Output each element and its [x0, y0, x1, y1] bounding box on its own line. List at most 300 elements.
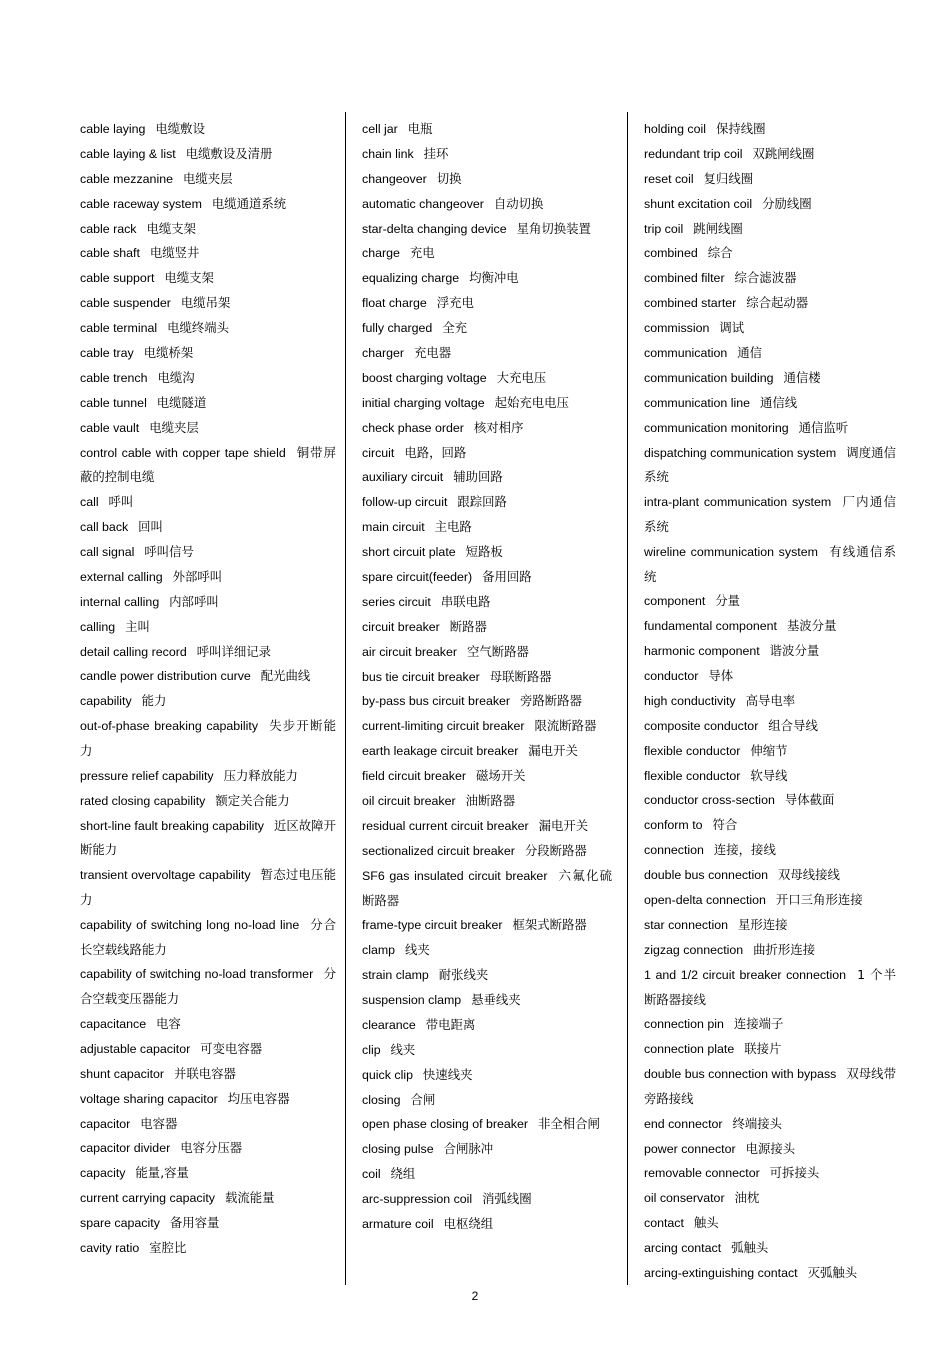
column-divider-left [345, 112, 346, 1285]
term-chinese: 终端接头 [732, 1115, 783, 1131]
glossary-entry [80, 615, 336, 640]
term-chinese: 电缆沟 [157, 369, 195, 385]
term-chinese: 压力释放能力 [223, 767, 298, 783]
term-english: control cable with copper tape shield [80, 445, 286, 460]
term-english: reset coil [644, 171, 694, 186]
glossary-entry [362, 615, 612, 640]
term-chinese: 调试 [719, 320, 745, 336]
term-chinese: 电缆敷设 [155, 121, 205, 136]
glossary-entry [80, 1112, 336, 1137]
term-english: armature coil [362, 1217, 434, 1231]
glossary-entry [644, 192, 896, 217]
term-chinese: 双跳闸线圈 [752, 145, 815, 161]
term-chinese: 灭弧触头 [807, 1265, 858, 1281]
glossary-entry [362, 665, 612, 690]
term-english: cable trench [80, 370, 148, 385]
term-english: star connection [644, 917, 729, 932]
glossary-entry [644, 391, 896, 416]
term-chinese: 带电距离 [425, 1016, 476, 1032]
term-english: frame-type circuit breaker [362, 918, 503, 933]
glossary-entry [644, 913, 896, 938]
glossary-entry [362, 714, 612, 739]
term-chinese: 短路板 [465, 544, 503, 560]
glossary-entry [80, 863, 336, 913]
glossary-entry [362, 864, 612, 914]
term-english: equalizing charge [362, 271, 460, 286]
glossary-entry [362, 689, 612, 714]
term-english: composite conductor [644, 718, 759, 733]
glossary-entry [362, 441, 612, 466]
term-chinese: 谐波分量 [769, 643, 820, 659]
glossary-column-3 [644, 117, 896, 1286]
glossary-entry [80, 913, 336, 963]
term-chinese: 复归线圈 [703, 170, 754, 186]
glossary-entry [80, 814, 336, 864]
glossary-entry [80, 640, 336, 665]
glossary-entry [644, 1211, 896, 1236]
term-english: coil [362, 1167, 381, 1182]
term-english: earth leakage circuit breaker [362, 744, 519, 759]
term-english: voltage sharing capacitor [80, 1091, 218, 1106]
term-chinese: 1 个半断路器接线 [644, 966, 896, 1007]
term-chinese: 有线通信系统 [644, 543, 896, 584]
glossary-entry [80, 565, 336, 590]
term-english: power connector [644, 1141, 736, 1156]
term-chinese: 铜带屏蔽的控制电缆 [80, 444, 336, 485]
glossary-entry [80, 167, 336, 192]
term-chinese: 主电路 [434, 519, 472, 535]
term-chinese: 浮充电 [436, 295, 474, 311]
glossary-entry [644, 1236, 896, 1261]
glossary-entry [644, 689, 896, 714]
term-english: component [644, 594, 706, 609]
glossary-entry [644, 266, 896, 291]
glossary-entry [644, 441, 896, 491]
term-chinese: 电缆夹层 [182, 170, 233, 186]
term-chinese: 切换 [436, 170, 462, 186]
term-english: cable raceway system [80, 196, 202, 211]
term-chinese: 分合长空载线路能力 [80, 916, 336, 957]
term-chinese: 耐张线夹 [438, 967, 489, 983]
term-chinese: 触头 [693, 1215, 719, 1231]
term-chinese: 电路，回路 [404, 444, 467, 460]
term-chinese: 连接端子 [733, 1016, 784, 1032]
term-english: external calling [80, 569, 163, 584]
glossary-entry [362, 640, 612, 665]
term-chinese: 配光曲线 [260, 668, 311, 684]
glossary-entry [362, 366, 612, 391]
glossary-entry [362, 241, 612, 266]
term-english: main circuit [362, 520, 425, 535]
term-english: internal calling [80, 594, 160, 609]
term-english: arc-suppression coil [362, 1192, 473, 1207]
glossary-entry [362, 1137, 612, 1162]
glossary-entry [362, 192, 612, 217]
term-chinese: 电瓶 [407, 121, 433, 136]
term-english: bus tie circuit breaker [362, 669, 480, 684]
term-english: follow-up circuit [362, 495, 448, 510]
term-chinese: 组合导线 [768, 717, 818, 733]
term-chinese: 自动切换 [493, 195, 544, 211]
term-english: cable vault [80, 420, 140, 435]
term-chinese: 空气断路器 [466, 643, 529, 659]
term-chinese: 均压电容器 [227, 1090, 290, 1106]
term-english: short circuit plate [362, 545, 456, 560]
term-english: capability of switching no-load transformer [80, 967, 314, 982]
term-english: adjustable capacitor [80, 1041, 191, 1056]
term-chinese: 综合起动器 [746, 295, 809, 311]
term-chinese: 电容 [156, 1015, 181, 1031]
term-english: auxiliary circuit [362, 470, 444, 485]
term-english: initial charging voltage [362, 395, 485, 410]
term-english: circuit [362, 445, 395, 460]
term-english: changeover [362, 171, 427, 186]
term-english: call back [80, 520, 129, 535]
term-english: float charge [362, 296, 427, 311]
glossary-entry [362, 266, 612, 291]
term-chinese: 电缆隧道 [156, 394, 207, 410]
glossary-entry [362, 291, 612, 316]
term-english: clip [362, 1042, 381, 1057]
term-chinese: 油断路器 [465, 793, 516, 809]
term-chinese: 线夹 [390, 1041, 416, 1057]
term-english: cable tray [80, 346, 134, 361]
term-english: detail calling record [80, 644, 187, 659]
term-english: spare capacity [80, 1216, 160, 1231]
glossary-entry [80, 540, 336, 565]
term-chinese: 挂环 [423, 145, 449, 161]
term-english: connection [644, 843, 704, 858]
glossary-entry [80, 391, 336, 416]
term-chinese: 跳闸线圈 [693, 220, 743, 236]
term-chinese: 磁场开关 [475, 768, 526, 784]
term-chinese: 母联断路器 [489, 668, 552, 684]
term-english: star-delta changing device [362, 221, 507, 236]
term-chinese: 限流断路器 [534, 718, 597, 734]
glossary-entry [362, 1187, 612, 1212]
term-chinese: 内部呼叫 [169, 593, 219, 609]
term-chinese: 通信楼 [783, 369, 821, 385]
term-chinese: 曲折形连接 [753, 941, 816, 957]
term-english: zigzag connection [644, 942, 744, 957]
term-english: oil conservator [644, 1191, 725, 1206]
term-chinese: 电缆敷设及清册 [185, 145, 273, 161]
term-chinese: 漏电开关 [538, 817, 589, 833]
term-english: dispatching communication system [644, 445, 837, 460]
term-chinese: 导体截面 [784, 792, 835, 808]
glossary-entry [644, 117, 896, 142]
glossary-entry [80, 1037, 336, 1062]
term-english: arcing-extinguishing contact [644, 1266, 798, 1281]
term-chinese: 额定关合能力 [215, 792, 290, 808]
term-english: fundamental component [644, 619, 777, 634]
glossary-entry [644, 614, 896, 639]
glossary-entry [644, 788, 896, 813]
glossary-entry [80, 1186, 336, 1211]
term-chinese: 失步开断能力 [80, 718, 336, 758]
glossary-entry [644, 813, 896, 838]
term-chinese: 油枕 [734, 1190, 760, 1206]
term-english: spare circuit(feeder) [362, 570, 473, 585]
term-english: call [80, 495, 99, 510]
glossary-entry [644, 1112, 896, 1137]
term-english: clearance [362, 1017, 416, 1032]
term-chinese: 暂态过电压能力 [80, 867, 337, 907]
term-english: capability of switching long no-load line [80, 917, 300, 932]
term-chinese: 电缆桥架 [143, 345, 194, 361]
glossary-entry [362, 839, 612, 864]
term-english: pressure relief capability [80, 768, 214, 783]
term-chinese: 呼叫 [108, 494, 134, 510]
term-chinese: 电缆竖井 [149, 245, 200, 261]
term-english: redundant trip coil [644, 146, 743, 161]
term-chinese: 并联电容器 [173, 1065, 236, 1081]
term-english: out-of-phase breaking capability [80, 719, 259, 734]
term-chinese: 框架式断路器 [512, 917, 587, 933]
glossary-entry [80, 764, 336, 789]
glossary-entry [644, 938, 896, 963]
term-english: circuit breaker [362, 619, 440, 634]
glossary-entry [362, 913, 612, 938]
term-chinese: 综合 [707, 245, 733, 261]
term-english: harmonic component [644, 644, 760, 659]
term-english: double bus connection [644, 868, 769, 883]
glossary-entry [362, 1112, 612, 1137]
glossary-entry [80, 291, 336, 316]
term-english: strain clamp [362, 968, 429, 983]
glossary-entry [362, 217, 612, 242]
term-english: cable suspender [80, 296, 171, 311]
term-english: contact [644, 1216, 684, 1231]
term-chinese: 辅助回路 [453, 469, 503, 485]
glossary-entry [644, 416, 896, 441]
term-chinese: 电枢绕组 [443, 1216, 494, 1231]
term-english: conductor cross-section [644, 793, 775, 808]
term-chinese: 星形连接 [737, 916, 788, 932]
term-english: 1 and 1/2 circuit breaker connection [644, 967, 847, 982]
glossary-entry [644, 291, 896, 316]
glossary-entry [80, 1062, 336, 1087]
term-chinese: 回叫 [138, 519, 163, 535]
glossary-entry [362, 117, 612, 142]
glossary-entry [644, 764, 896, 789]
glossary-entry [362, 590, 612, 615]
term-english: connection pin [644, 1017, 724, 1032]
term-english: communication [644, 346, 728, 361]
term-chinese: 通信监听 [798, 419, 849, 435]
term-chinese: 合闸脉冲 [443, 1141, 494, 1157]
glossary-entry [80, 789, 336, 814]
term-english: connection plate [644, 1042, 735, 1057]
glossary-entry [644, 1161, 896, 1186]
term-english: arcing contact [644, 1241, 722, 1256]
term-english: cavity ratio [80, 1240, 140, 1255]
glossary-entry [644, 241, 896, 266]
column-divider-right [627, 112, 628, 1285]
glossary-entry [80, 441, 336, 491]
glossary-entry [644, 540, 896, 590]
glossary-entry [80, 1211, 336, 1236]
term-chinese: 双母线带旁路接线 [644, 1066, 897, 1106]
term-english: wireline communication system [644, 544, 818, 559]
term-chinese: 充电器 [413, 345, 452, 361]
glossary-entry [80, 962, 336, 1012]
term-english: communication line [644, 395, 751, 410]
term-english: conductor [644, 669, 699, 684]
term-english: residual current circuit breaker [362, 818, 529, 833]
term-english: air circuit breaker [362, 644, 458, 659]
term-chinese: 符合 [712, 817, 738, 833]
term-english: current carrying capacity [80, 1191, 215, 1206]
term-english: shunt capacitor [80, 1066, 165, 1081]
term-english: shunt excitation coil [644, 196, 753, 211]
term-english: capacitor [80, 1116, 131, 1131]
glossary-entry [644, 739, 896, 764]
term-english: calling [80, 619, 116, 634]
glossary-entry [362, 739, 612, 764]
glossary-entry [80, 1161, 336, 1186]
term-chinese: 漏电开关 [528, 743, 578, 759]
glossary-entry [362, 814, 612, 839]
glossary-entry [80, 664, 336, 689]
term-english: cable terminal [80, 321, 158, 336]
glossary-entry [362, 167, 612, 192]
glossary-entry [644, 639, 896, 664]
term-english: double bus connection with bypass [644, 1067, 837, 1082]
glossary-entry [80, 316, 336, 341]
term-chinese: 断路器 [449, 618, 487, 634]
term-english: cable tunnel [80, 395, 147, 410]
term-chinese: 调度通信系统 [644, 444, 896, 485]
term-chinese: 绕组 [390, 1166, 416, 1182]
term-chinese: 厂内通信系统 [644, 494, 896, 534]
term-english: by-pass bus circuit breaker [362, 694, 511, 709]
term-english: quick clip [362, 1067, 413, 1082]
term-chinese: 能力 [141, 693, 167, 709]
term-chinese: 充电 [409, 245, 435, 261]
term-english: clamp [362, 943, 396, 958]
term-chinese: 分量 [715, 593, 741, 609]
glossary-entry [362, 938, 612, 963]
term-chinese: 可拆接头 [769, 1165, 820, 1181]
glossary-entry [80, 714, 336, 764]
term-chinese: 基波分量 [786, 618, 837, 634]
term-chinese: 合闸 [410, 1091, 436, 1107]
term-chinese: 呼叫详细记录 [196, 643, 272, 659]
term-chinese: 通信线 [760, 394, 798, 410]
term-chinese: 电容器 [140, 1115, 178, 1131]
glossary-entry [80, 515, 336, 540]
glossary-entry [644, 1261, 896, 1286]
term-chinese: 高导电率 [745, 692, 796, 708]
term-chinese: 电缆支架 [146, 220, 196, 236]
term-chinese: 非全相合闸 [537, 1116, 600, 1132]
term-chinese: 开口三角形连接 [775, 892, 863, 908]
glossary-entry [644, 1137, 896, 1162]
term-english: capacitor divider [80, 1141, 171, 1156]
term-chinese: 核对相序 [473, 419, 524, 435]
glossary-entry [644, 1062, 896, 1112]
glossary-entry [362, 789, 612, 814]
glossary-entry [644, 366, 896, 391]
term-chinese: 电容分压器 [180, 1140, 243, 1156]
term-english: suspension clamp [362, 992, 462, 1007]
glossary-column-2 [362, 117, 612, 1237]
term-chinese: 双母线接线 [777, 867, 840, 883]
term-chinese: 大充电压 [496, 369, 547, 385]
glossary-entry [362, 316, 612, 341]
term-chinese: 均衡冲电 [469, 270, 519, 286]
glossary-entry [644, 589, 896, 614]
term-english: candle power distribution curve [80, 669, 251, 684]
glossary-entry [80, 1012, 336, 1037]
glossary-entry [362, 565, 612, 590]
term-english: series circuit [362, 594, 431, 609]
term-english: current-limiting circuit breaker [362, 719, 525, 734]
term-english: cable laying & list [80, 146, 176, 161]
term-english: open phase closing of breaker [362, 1117, 529, 1132]
term-english: cable laying [80, 122, 146, 136]
term-english: charger [362, 346, 405, 361]
term-chinese: 分励线圈 [762, 195, 812, 211]
term-chinese: 快速线夹 [422, 1066, 473, 1082]
term-chinese: 可变电容器 [200, 1040, 263, 1056]
term-english: intra-plant communication system [644, 495, 832, 510]
term-chinese: 消弧线圈 [482, 1191, 532, 1207]
term-chinese: 电缆吊架 [180, 295, 231, 311]
term-english: charge [362, 246, 400, 261]
term-chinese: 软导线 [750, 767, 788, 783]
term-english: cell jar [362, 122, 398, 136]
glossary-entry [80, 117, 336, 142]
term-english: flexible conductor [644, 743, 741, 758]
glossary-column-1 [80, 117, 336, 1261]
term-english: field circuit breaker [362, 769, 466, 784]
term-english: cable rack [80, 221, 137, 236]
glossary-entry [80, 1236, 336, 1261]
glossary-entry [362, 515, 612, 540]
term-english: combined starter [644, 296, 737, 311]
glossary-entry [644, 167, 896, 192]
term-chinese: 分合空载变压器能力 [80, 966, 336, 1007]
term-english: combined [644, 246, 698, 261]
term-chinese: 线夹 [405, 942, 430, 958]
term-english: open-delta connection [644, 893, 766, 908]
term-chinese: 全充 [442, 320, 467, 336]
term-chinese: 电源接头 [745, 1140, 796, 1156]
term-english: check phase order [362, 420, 464, 435]
term-chinese: 星角切换装置 [516, 220, 591, 236]
glossary-entry [80, 192, 336, 217]
term-english: combined filter [644, 271, 725, 286]
term-chinese: 室腔比 [149, 1239, 187, 1255]
term-chinese: 呼叫信号 [144, 543, 194, 559]
term-english: short-line fault breaking capability [80, 818, 264, 833]
term-english: SF6 gas insulated circuit breaker [362, 868, 548, 883]
term-chinese: 综合滤波器 [734, 270, 797, 286]
term-english: end connector [644, 1116, 723, 1131]
term-english: closing [362, 1092, 401, 1107]
term-english: automatic changeover [362, 196, 484, 211]
term-english: chain link [362, 146, 414, 161]
glossary-entry [80, 1136, 336, 1161]
glossary-entry [362, 1162, 612, 1187]
term-chinese: 旁路断路器 [520, 693, 582, 709]
glossary-entry [362, 1013, 612, 1038]
term-chinese: 主叫 [125, 618, 150, 634]
glossary-entry [362, 1063, 612, 1088]
glossary-entry [362, 490, 612, 515]
